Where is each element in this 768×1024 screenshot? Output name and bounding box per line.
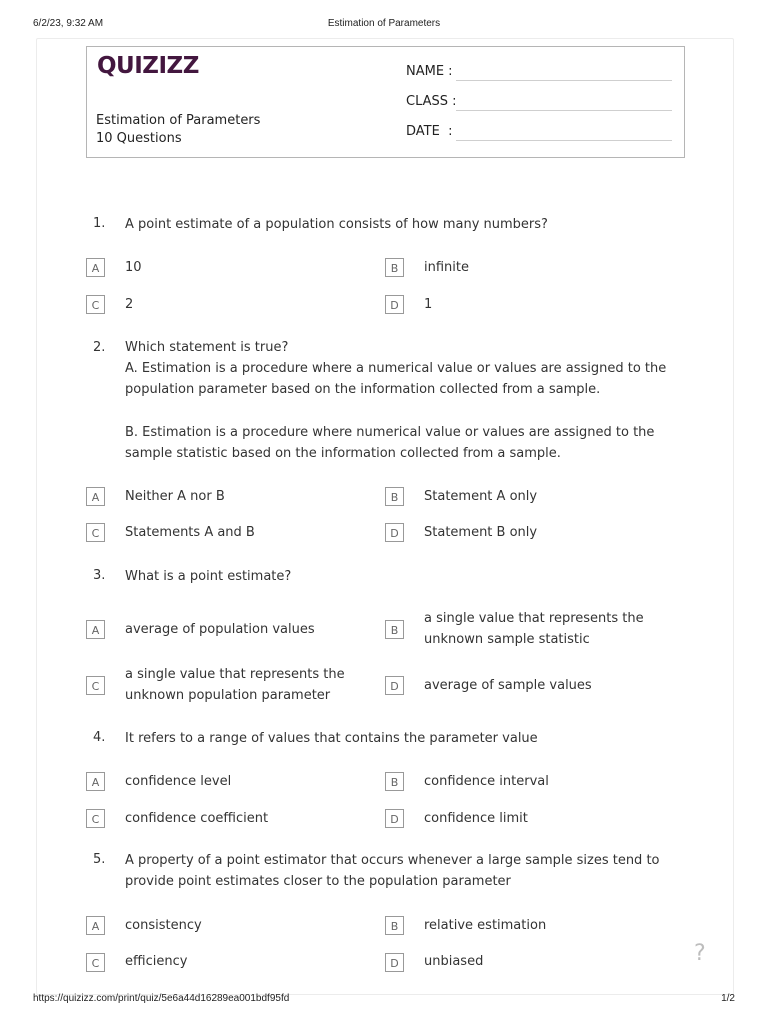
option-b-letter: B: [385, 620, 404, 639]
option-c-text: confidence coefficient: [125, 811, 269, 826]
class-line: [456, 110, 672, 111]
name-line: [456, 80, 672, 81]
question-text: [125, 850, 695, 892]
question-number: 3.: [93, 568, 106, 583]
question-line: What is a point estimate?: [125, 569, 292, 584]
option-b-text: relative estimation: [424, 918, 547, 933]
option-c-text: Statements A and B: [125, 525, 255, 540]
option-d-text: average of sample values: [424, 678, 592, 693]
option-a-letter: A: [86, 258, 105, 277]
option-b-letter: B: [385, 487, 404, 506]
question-number: 4.: [93, 730, 106, 745]
name-label: NAME :: [406, 64, 453, 79]
date-line: [456, 140, 672, 141]
name-field: [406, 64, 453, 79]
question-line: A property of a point estimator that occurs whenever a large sample sizes tend to provide point estimates closer to the population parameter: [125, 853, 660, 889]
date-label: DATE :: [406, 124, 453, 139]
print-title: Estimation of Parameters: [327, 18, 441, 29]
option-a-letter: A: [86, 772, 105, 791]
option-d-letter: D: [385, 523, 404, 542]
option-b-letter: B: [385, 258, 404, 277]
option-c-letter: C: [86, 953, 105, 972]
quiz-title: Estimation of Parameters: [96, 113, 261, 128]
statement-b: B. Estimation is a procedure where numerical value or values are assigned to the sample statistic based on the information collected from a sample.: [125, 425, 655, 461]
question-text: [125, 214, 695, 235]
question-number: 2.: [93, 340, 106, 355]
option-b-letter: B: [385, 916, 404, 935]
option-b-text: Statement A only: [424, 489, 538, 504]
help-icon[interactable]: ?: [694, 941, 706, 966]
question-number: 5.: [93, 852, 106, 867]
option-b-letter: B: [385, 772, 404, 791]
print-url: https://quizizz.com/print/quiz/5e6a44d16289ea001bdf95fd: [33, 993, 290, 1004]
option-a-letter: A: [86, 487, 105, 506]
question-text: [125, 728, 695, 749]
class-field: [406, 94, 457, 109]
option-a-text: consistency: [125, 918, 202, 933]
statement-a: A. Estimation is a procedure where a numerical value or values are assigned to the population parameter based on the information collected from a sample.: [125, 361, 667, 397]
date-field: [406, 124, 452, 139]
option-c-letter: C: [86, 676, 105, 695]
option-d-text: 1: [424, 297, 433, 312]
option-d-text: unbiased: [424, 954, 484, 969]
quizizz-logo: QUIZIZZ: [97, 53, 199, 79]
question-text: [125, 566, 695, 587]
question-count: 10 Questions: [96, 131, 182, 146]
option-b-text: infinite: [424, 260, 469, 275]
question-number: 1.: [93, 216, 106, 231]
class-label: CLASS :: [406, 94, 457, 109]
question-text: [125, 337, 695, 464]
option-a-letter: A: [86, 620, 105, 639]
option-d-letter: D: [385, 809, 404, 828]
option-c-letter: C: [86, 295, 105, 314]
option-d-letter: D: [385, 676, 404, 695]
print-page-number: 1/2: [721, 993, 735, 1004]
option-c-letter: C: [86, 523, 105, 542]
option-d-letter: D: [385, 953, 404, 972]
option-d-letter: D: [385, 295, 404, 314]
option-c-text: efficiency: [125, 954, 188, 969]
question-line: A point estimate of a population consists of how many numbers?: [125, 217, 548, 232]
option-a-text: Neither A nor B: [125, 489, 225, 504]
option-c-text: 2: [125, 297, 134, 312]
option-c-text: a single value that represents the unknown population parameter: [125, 667, 345, 703]
option-c-letter: C: [86, 809, 105, 828]
option-d-text: Statement B only: [424, 525, 538, 540]
option-a-text: 10: [125, 260, 142, 275]
worksheet-header: [86, 46, 685, 158]
option-d-text: confidence limit: [424, 811, 528, 826]
option-b-text: confidence interval: [424, 774, 549, 789]
question-line: It refers to a range of values that contains the parameter value: [125, 731, 538, 746]
option-a-letter: A: [86, 916, 105, 935]
print-datetime: 6/2/23, 9:32 AM: [33, 18, 104, 29]
option-a-text: average of population values: [125, 622, 315, 637]
question-line: Which statement is true?: [125, 340, 289, 355]
option-a-text: confidence level: [125, 774, 232, 789]
option-b-text: a single value that represents the unknown sample statistic: [424, 611, 644, 647]
